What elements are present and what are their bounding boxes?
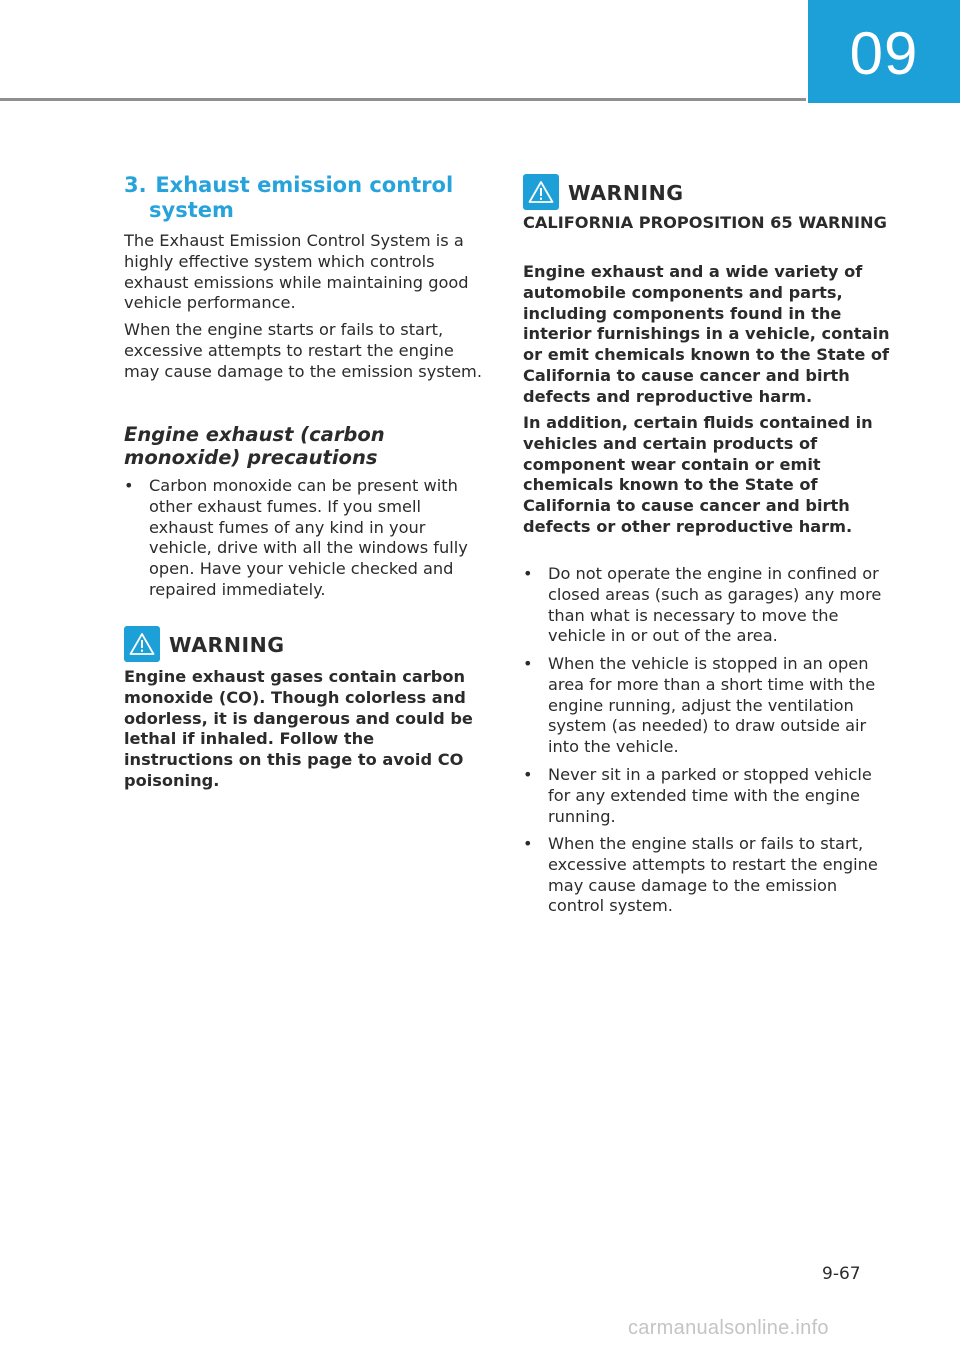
header-rule — [0, 98, 806, 101]
warning-header — [124, 624, 285, 664]
warning-triangle-icon — [523, 174, 559, 210]
prop65-heading: CALIFORNIA PROPOSITION 65 WARNING — [523, 213, 887, 232]
section-title-line2: system — [149, 198, 234, 222]
warning-triangle-icon — [124, 626, 160, 662]
list-item-text: When the vehicle is stopped in an open area for more than a short time with the engine running, adjust the ventilation system (as needed) to draw outside air into the vehicle. — [548, 654, 876, 757]
warning-title: WARNING — [169, 633, 285, 657]
bullet-icon: • — [523, 765, 533, 784]
list-item — [124, 476, 484, 601]
intro-paragraph: The Exhaust Emission Control System is a highly effective system which controls exhaust emissions while maintaining good vehicle performance. — [124, 231, 469, 313]
precautions-subheading: Engine exhaust (carbon monoxide) precautions — [124, 423, 385, 469]
bullet-icon: • — [523, 654, 533, 673]
co-warning-text: Engine exhaust gases contain carbon monoxide (CO). Though colorless and odorless, it is dangerous and could be lethal if inhaled. Follow the instructions on this page to avoid CO poisoning. — [124, 667, 473, 790]
list-item-text: Carbon monoxide can be present with other exhaust fumes. If you smell exhaust fumes of any kind in your vehicle, drive with all the windows fully open. Have your vehicle checked and repaired immediately. — [149, 476, 468, 599]
bullet-icon: • — [523, 564, 533, 583]
list-item-text: Do not operate the engine in confined or closed areas (such as garages) any more than what is necessary to move the vehicle in or out of the area. — [548, 564, 882, 646]
prop65-paragraph2: In addition, certain fluids contained in vehicles and certain products of component wear contain or emit chemicals known to the State of California to cause cancer and birth defects or other reproductive harm. — [523, 413, 873, 536]
prop65-paragraph1: Engine exhaust and a wide variety of automobile components and parts, including components found in the interior furnishings in a vehicle, contain or emit chemicals known to the State of California to cause cancer and birth defects and reproductive harm. — [523, 262, 890, 406]
section-number: 3. — [124, 173, 147, 197]
list-item-text: When the engine stalls or fails to start, excessive attempts to restart the engine may cause damage to the emission control system. — [548, 834, 878, 916]
section-title-line1: Exhaust emission control — [155, 173, 454, 197]
watermark: carmanualsonline.info — [628, 1317, 829, 1339]
section-heading — [124, 173, 464, 223]
restart-paragraph: When the engine starts or fails to start, excessive attempts to restart the engine may cause damage to the emission system. — [124, 320, 482, 381]
list-item-text: Never sit in a parked or stopped vehicle for any extended time with the engine running. — [548, 765, 872, 826]
warning-title: WARNING — [568, 181, 684, 205]
bullet-icon: • — [523, 834, 533, 853]
list-item — [523, 765, 888, 827]
warning-header — [523, 172, 684, 212]
list-item — [523, 834, 888, 917]
list-item — [523, 564, 888, 647]
chapter-tab — [808, 0, 960, 103]
list-item — [523, 654, 888, 758]
chapter-number: 09 — [849, 20, 919, 87]
bullet-icon: • — [124, 476, 134, 495]
page-number: 9-67 — [822, 1264, 861, 1284]
